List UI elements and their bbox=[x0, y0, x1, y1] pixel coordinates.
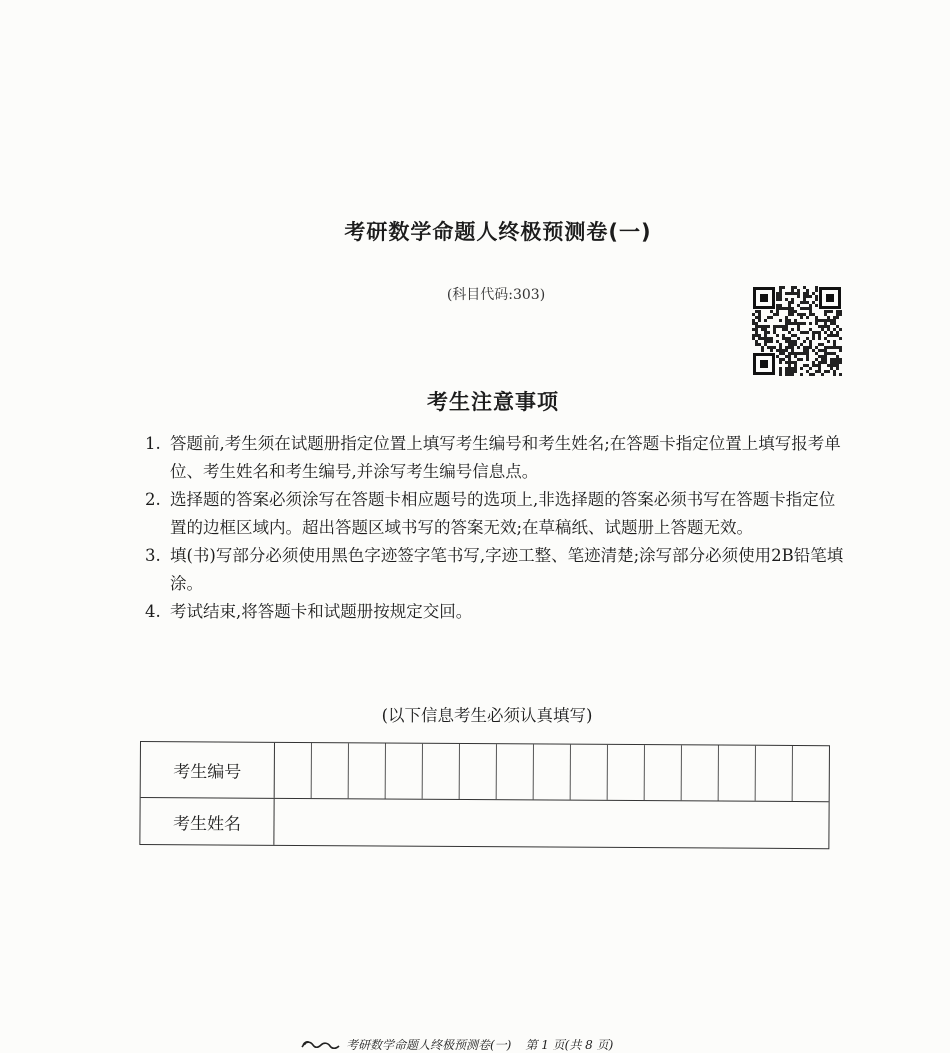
footer-page-number: 第 1 页(共 8 页) bbox=[525, 1038, 614, 1052]
page-title: 考研数学命题人终极预测卷(一) bbox=[344, 220, 652, 244]
notice-item bbox=[145, 430, 845, 486]
notice-item bbox=[145, 598, 845, 626]
candidate-name-field[interactable] bbox=[274, 799, 828, 848]
id-digit-cell[interactable] bbox=[460, 744, 497, 799]
notice-text: 答题前,考生须在试题册指定位置上填写考生编号和考生姓名;在答题卡指定位置上填写报考单位、考生姓名和考生编号,并涂写考生编号信息点。 bbox=[170, 434, 841, 481]
candidate-info-table bbox=[139, 741, 830, 849]
id-digit-cell[interactable] bbox=[682, 745, 719, 800]
notice-number: 3. bbox=[145, 546, 161, 565]
info-caption: (以下信息考生必须认真填写) bbox=[381, 706, 593, 725]
candidate-id-label: 考生编号 bbox=[141, 742, 275, 798]
id-digit-cell[interactable] bbox=[571, 745, 608, 800]
notice-title: 考生注意事项 bbox=[427, 390, 559, 414]
id-digit-cell[interactable] bbox=[349, 743, 386, 798]
page-footer bbox=[300, 1036, 613, 1053]
notice-text: 选择题的答案必须涂写在答题卡相应题号的选项上,非选择题的答案必须书写在答题卡指定位置的边框区域内。超出答题区域书写的答案无效;在草稿纸、试题册上答题无效。 bbox=[170, 490, 836, 537]
notice-list bbox=[145, 430, 845, 626]
notice-item bbox=[145, 486, 845, 542]
id-digit-cell[interactable] bbox=[608, 745, 645, 800]
notice-number: 2. bbox=[145, 490, 161, 509]
id-digit-cell[interactable] bbox=[423, 744, 460, 799]
candidate-name-row bbox=[140, 798, 828, 848]
candidate-name-label: 考生姓名 bbox=[140, 798, 274, 845]
notice-number: 1. bbox=[145, 434, 161, 453]
candidate-id-cells bbox=[275, 743, 829, 801]
subject-code: (科目代码:303) bbox=[446, 287, 546, 303]
notice-text: 考试结束,将答题卡和试题册按规定交回。 bbox=[170, 602, 473, 621]
id-digit-cell[interactable] bbox=[275, 743, 312, 798]
id-digit-cell[interactable] bbox=[645, 745, 682, 800]
notice-number: 4. bbox=[145, 602, 161, 621]
notice-item bbox=[145, 542, 845, 598]
footer-title: 考研数学命题人终极预测卷(一) bbox=[346, 1038, 512, 1052]
id-digit-cell[interactable] bbox=[386, 744, 423, 799]
id-digit-cell[interactable] bbox=[793, 746, 829, 801]
id-digit-cell[interactable] bbox=[312, 743, 349, 798]
dragon-logo-icon bbox=[300, 1038, 340, 1052]
id-digit-cell[interactable] bbox=[719, 746, 756, 801]
qr-code-icon bbox=[752, 286, 842, 376]
id-digit-cell[interactable] bbox=[534, 744, 571, 799]
id-digit-cell[interactable] bbox=[497, 744, 534, 799]
candidate-id-row bbox=[141, 742, 829, 802]
id-digit-cell[interactable] bbox=[756, 746, 793, 801]
notice-text: 填(书)写部分必须使用黑色字迹签字笔书写,字迹工整、笔迹清楚;涂写部分必须使用2B铅笔填涂。 bbox=[170, 546, 844, 593]
